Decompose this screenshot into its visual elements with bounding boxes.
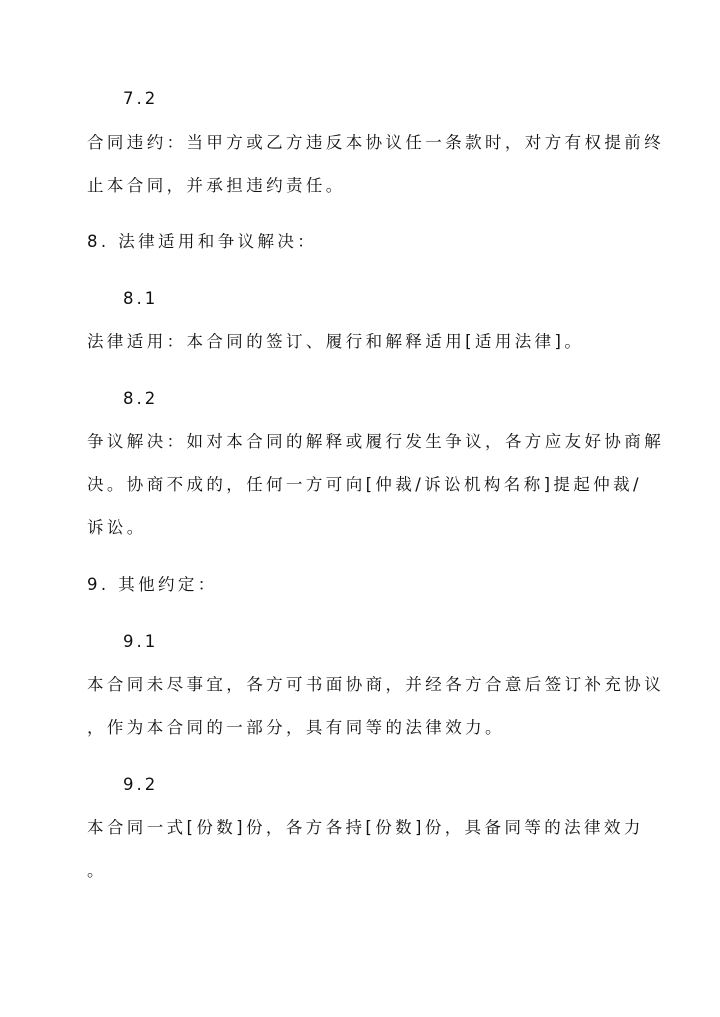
paragraph-line: 。 [87, 861, 107, 880]
section-heading-8: 8. 法律适用和争议解决： [87, 232, 318, 251]
paragraph-line: 止本合同，并承担违约责任。 [87, 176, 346, 195]
paragraph-line: 合同违约：当甲方或乙方违反本协议任一条款时，对方有权提前终 [87, 133, 665, 152]
paragraph-line: 决。协商不成的，任何一方可向[仲裁/诉讼机构名称]提起仲裁/ [87, 475, 642, 494]
clause-number-9-2: 9.2 [123, 775, 159, 794]
section-heading-9: 9. 其他约定： [87, 575, 218, 594]
clause-number-8-1: 8.1 [123, 289, 159, 308]
paragraph-line: 争议解决：如对本合同的解释或履行发生争议，各方应友好协商解 [87, 432, 665, 451]
clause-number-9-1: 9.1 [123, 632, 159, 651]
paragraph-line: 本合同未尽事宜，各方可书面协商，并经各方合意后签订补充协议 [87, 675, 665, 694]
paragraph-line: 诉讼。 [87, 518, 147, 537]
paragraph-line: ，作为本合同的一部分，具有同等的法律效力。 [87, 718, 505, 737]
clause-number-8-2: 8.2 [123, 389, 159, 408]
clause-number-7-2: 7.2 [123, 89, 159, 108]
paragraph-line: 法律适用：本合同的签订、履行和解释适用[适用法律]。 [87, 332, 585, 351]
paragraph-line: 本合同一式[份数]份，各方各持[份数]份，具备同等的法律效力 [87, 818, 644, 837]
